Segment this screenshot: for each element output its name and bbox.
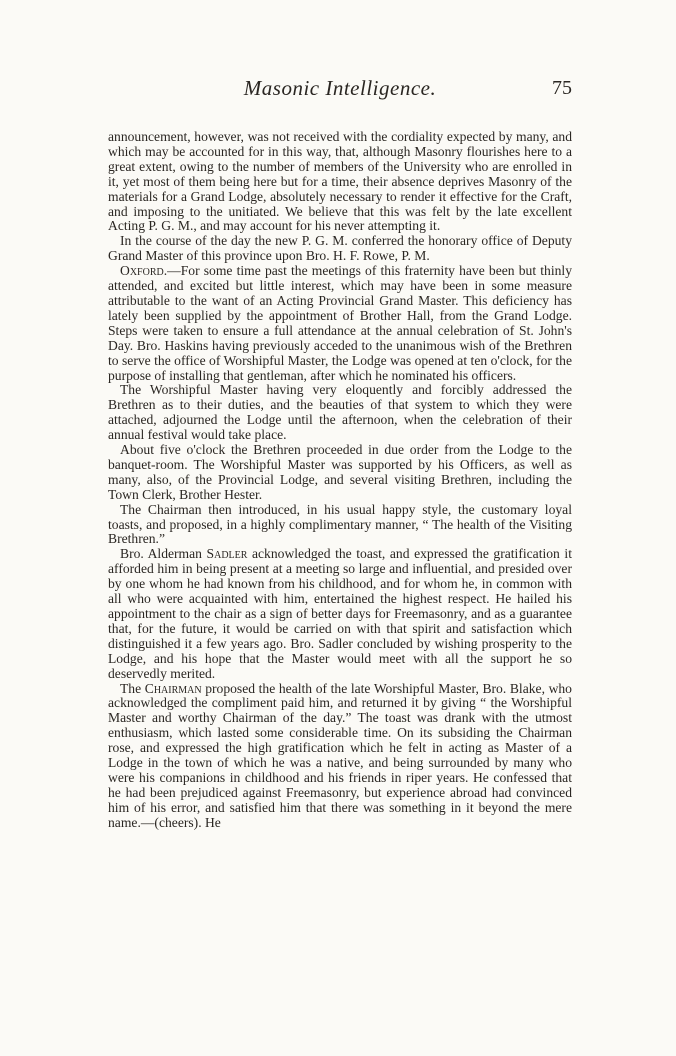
paragraph-continuation [108, 130, 572, 234]
paragraph-toasts [108, 503, 572, 548]
paragraph-text: In the course of the day the new P. G. M. conferred the honorary office of Deputy Grand Master of this province upon Bro. H. F. Rowe, P. M. [108, 233, 572, 264]
paragraph-text: The Chairman then introduced, in his usual happy style, the customary loyal toasts, and proposed, in a highly complimentary manner, “ The health of the Visiting Brethren.” [108, 501, 572, 547]
paragraph-text: announcement, however, was not received with the cordiality expected by many, and which may be accounted for in this way, that, although Masonry flourishes here to a great extent, owing to the number of members of the University who are enrolled in it, yet most of them being here but for a time, their absence deprives Masonry of the materials for a Grand Lodge, absolutely necessary to render it effective for the Craft, and imposing to the unitiated. We believe that this was felt by the late excellent Acting P. G. M., and may account for his never attempting it. [108, 129, 572, 234]
page-header [108, 76, 572, 106]
paragraph-text: —For some time past the meetings of this fraternity have been but thinly attended, and excited but little interest, which may have been in some measure attributable to the want of an Acting Provincial Grand Master. This deficiency has lately been supplied by the appointment of Brother Hall, from the Grand Lodge. Steps were taken to ensure a full attendance at the annual celebration of St. John's Day. Bro. Haskins having previously acceded to the unanimous wish of the Brethren to serve the office of Worshipful Master, the Lodge was opened at ten o'clock, for the purpose of installing that gentleman, after which he nominated his officers. [108, 263, 572, 383]
paragraph-text: Bro. Alderman [120, 546, 207, 562]
paragraph-chairman [108, 682, 572, 831]
page-number: 75 [552, 77, 572, 99]
paragraph-text: About five o'clock the Brethren proceeded in due order from the Lodge to the banquet-room. The Worshipful Master was supported by his Officers, as well as many, also, of the Provincial Lodge, and several visiting Brethren, including the Town Clerk, Brother Hester. [108, 442, 572, 502]
name-chairman: Chairman [144, 680, 202, 696]
paragraph-oxford [108, 264, 572, 383]
body-text [108, 130, 572, 831]
paragraph-worshipful-master [108, 383, 572, 443]
paragraph-text: proposed the health of the late Worshipful Master, Bro. Blake, who acknowledged the compliment paid him, and returned it by giving “ the Worshipful Master and worthy Chairman of the day.” The toast was drank with the utmost enthusiasm, which lasted some considerable time. On its subsiding the Chairman rose, and expressed the high gratification which he felt in acting as Master of a Lodge in the town of which he was a native, and being surrounded by many who were his companions in childhood and his friends in riper years. He confessed that he had been prejudiced against Freemasonry, but experience abroad had convinced him of his error, and satisfied him that there was something in it beyond the mere name.—(cheers). He [108, 680, 572, 830]
paragraph-text: The Worshipful Master having very eloquently and forcibly addressed the Brethren as to their duties, and the beauties of that system to which they were attached, adjourned the Lodge until the afternoon, when the celebration of their annual festival would take place. [108, 382, 572, 443]
paragraph-sadler [108, 547, 572, 681]
paragraph-deputy-grand-master [108, 234, 572, 264]
section-lead-oxford: Oxford. [120, 263, 168, 279]
running-title: Masonic Intelligence. [243, 76, 437, 100]
name-sadler: Sadler [206, 546, 248, 562]
paragraph-text: The [120, 680, 145, 696]
paragraph-banquet [108, 443, 572, 503]
paragraph-text: acknowledged the toast, and expressed the gratification it afforded him in being present at a meeting so large and influential, and presided over by one whom he had known from his childhood, and for whom he, in common with all who were acquainted with him, entertained the highest respect. He hailed his appointment to the chair as a sign of better days for Freemasonry, and as a guarantee that, for the future, it would be carried on with that spirit and satisfaction which distinguished it a few years ago. Bro. Sadler concluded by wishing prosperity to the Lodge, and his hope that the Master would meet with all the support he so deservedly merited. [108, 546, 572, 681]
